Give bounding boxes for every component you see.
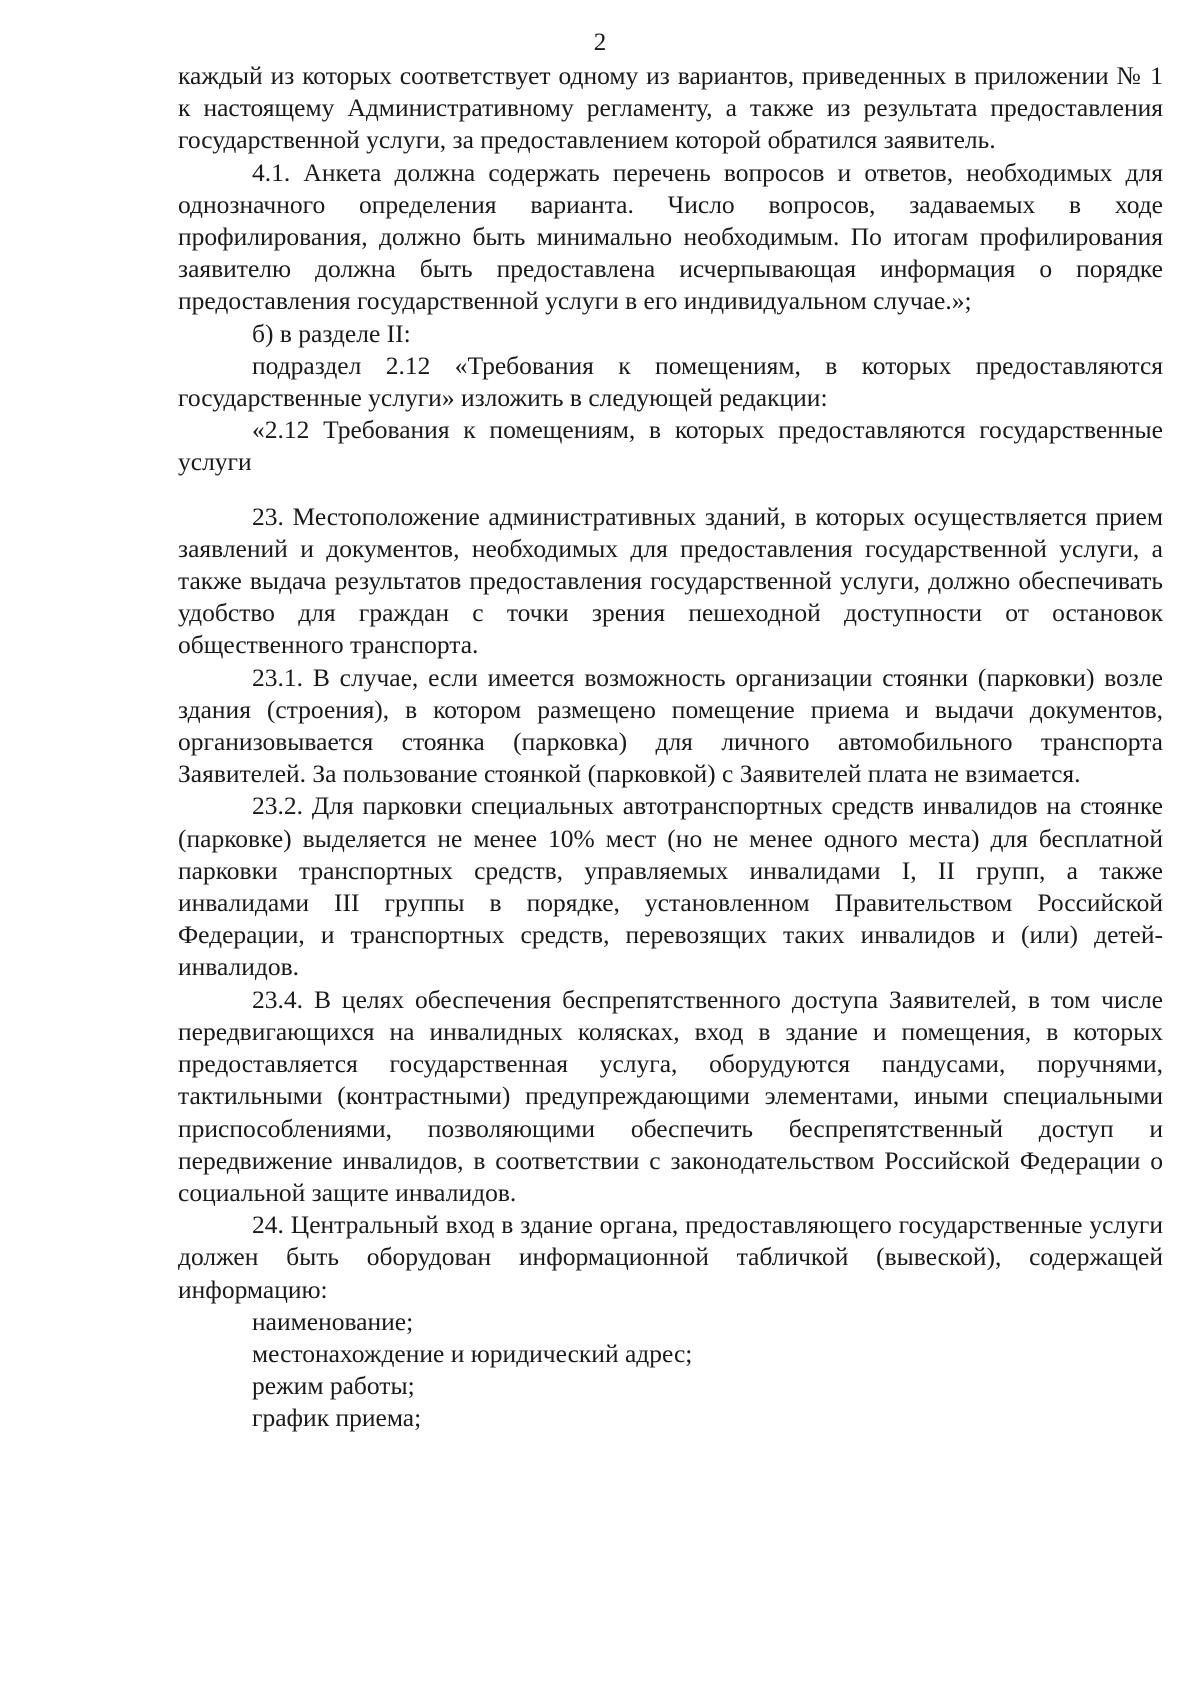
paragraph-4-1: 4.1. Анкета должна содержать перечень вопросов и ответов, необходимых для однозначного определения варианта. Число вопросов, задаваемых в ходе профилирования, должно быть минимально необходимым. По итогам профилирования заявителю должна быть предоставлена исчерпывающая информация о порядке предоставления государственной услуги в его индивидуальном случае.»; bbox=[178, 157, 1163, 316]
paragraph-24: 24. Центральный вход в здание органа, предоставляющего государственные услуги должен быть оборудован информационной табличкой (вывеской), содержащей информацию: bbox=[178, 1210, 1163, 1304]
document-body bbox=[178, 60, 1163, 1435]
paragraph-23: 23. Местоположение административных зданий, в которых осуществляется прием заявлений и документов, необходимых для предоставления государственной услуги, а также выдача результатов предоставления государственной услуги, должно обеспечивать удобство для граждан с точки зрения пешеходной доступности от остановок общественного транспорта. bbox=[178, 501, 1163, 660]
list-item: наименование; bbox=[252, 1306, 414, 1336]
list-item: график приема; bbox=[252, 1403, 422, 1433]
subsection-heading-2-12: «2.12 Требования к помещениям, в которых предоставляются государственные услуги bbox=[178, 415, 1163, 477]
list-item: местонахождение и юридический адрес; bbox=[252, 1338, 693, 1368]
paragraph-23-4: 23.4. В целях обеспечения беспрепятственного доступа Заявителей, в том числе передвигающихся на инвалидных колясках, вход в здание и помещения, в которых предоставляется государственная услуга, оборудуются пандусами, поручнями, тактильными (контрастными) предупреждающими элементами, иными специальными приспособлениями, позволяющими обеспечить беспрепятственный доступ и передвижение инвалидов, в соответствии с законодательством Российской Федерации о социальной защите инвалидов. bbox=[178, 984, 1163, 1207]
list-item: режим работы; bbox=[252, 1371, 415, 1401]
paragraph-continuation: каждый из которых соответствует одному из вариантов, приведенных в приложении № 1 к настоящему Административному регламенту, а также из результата предоставления государственной услуги, за предоставлением которой обратился заявитель. bbox=[178, 61, 1163, 155]
paragraph-23-2: 23.2. Для парковки специальных автотранспортных средств инвалидов на стоянке (парковке) выделяется не менее 10% мест (но не менее одного места) для бесплатной парковки транспортных средств, управляемых инвалидами I, II групп, а также инвалидами III группы в порядке, установленном Правительством Российской Федерации, и транспортных средств, перевозящих таких инвалидов и (или) детей-инвалидов. bbox=[178, 791, 1163, 982]
paragraph-subsection-2-12: подраздел 2.12 «Требования к помещениям, в которых предоставляются государственные услуги» изложить в следующей редакции: bbox=[178, 350, 1163, 413]
paragraph-section-b: б) в разделе II: bbox=[252, 318, 411, 348]
paragraph-23-1: 23.1. В случае, если имеется возможность организации стоянки (парковки) возле здания (строения), в котором размещено помещение приема и выдачи документов, организовывается стоянка (парковка) для личного автомобильного транспорта Заявителей. За пользование стоянкой (парковкой) с Заявителей плата не взимается. bbox=[178, 662, 1163, 789]
page-number: 2 bbox=[593, 29, 607, 56]
